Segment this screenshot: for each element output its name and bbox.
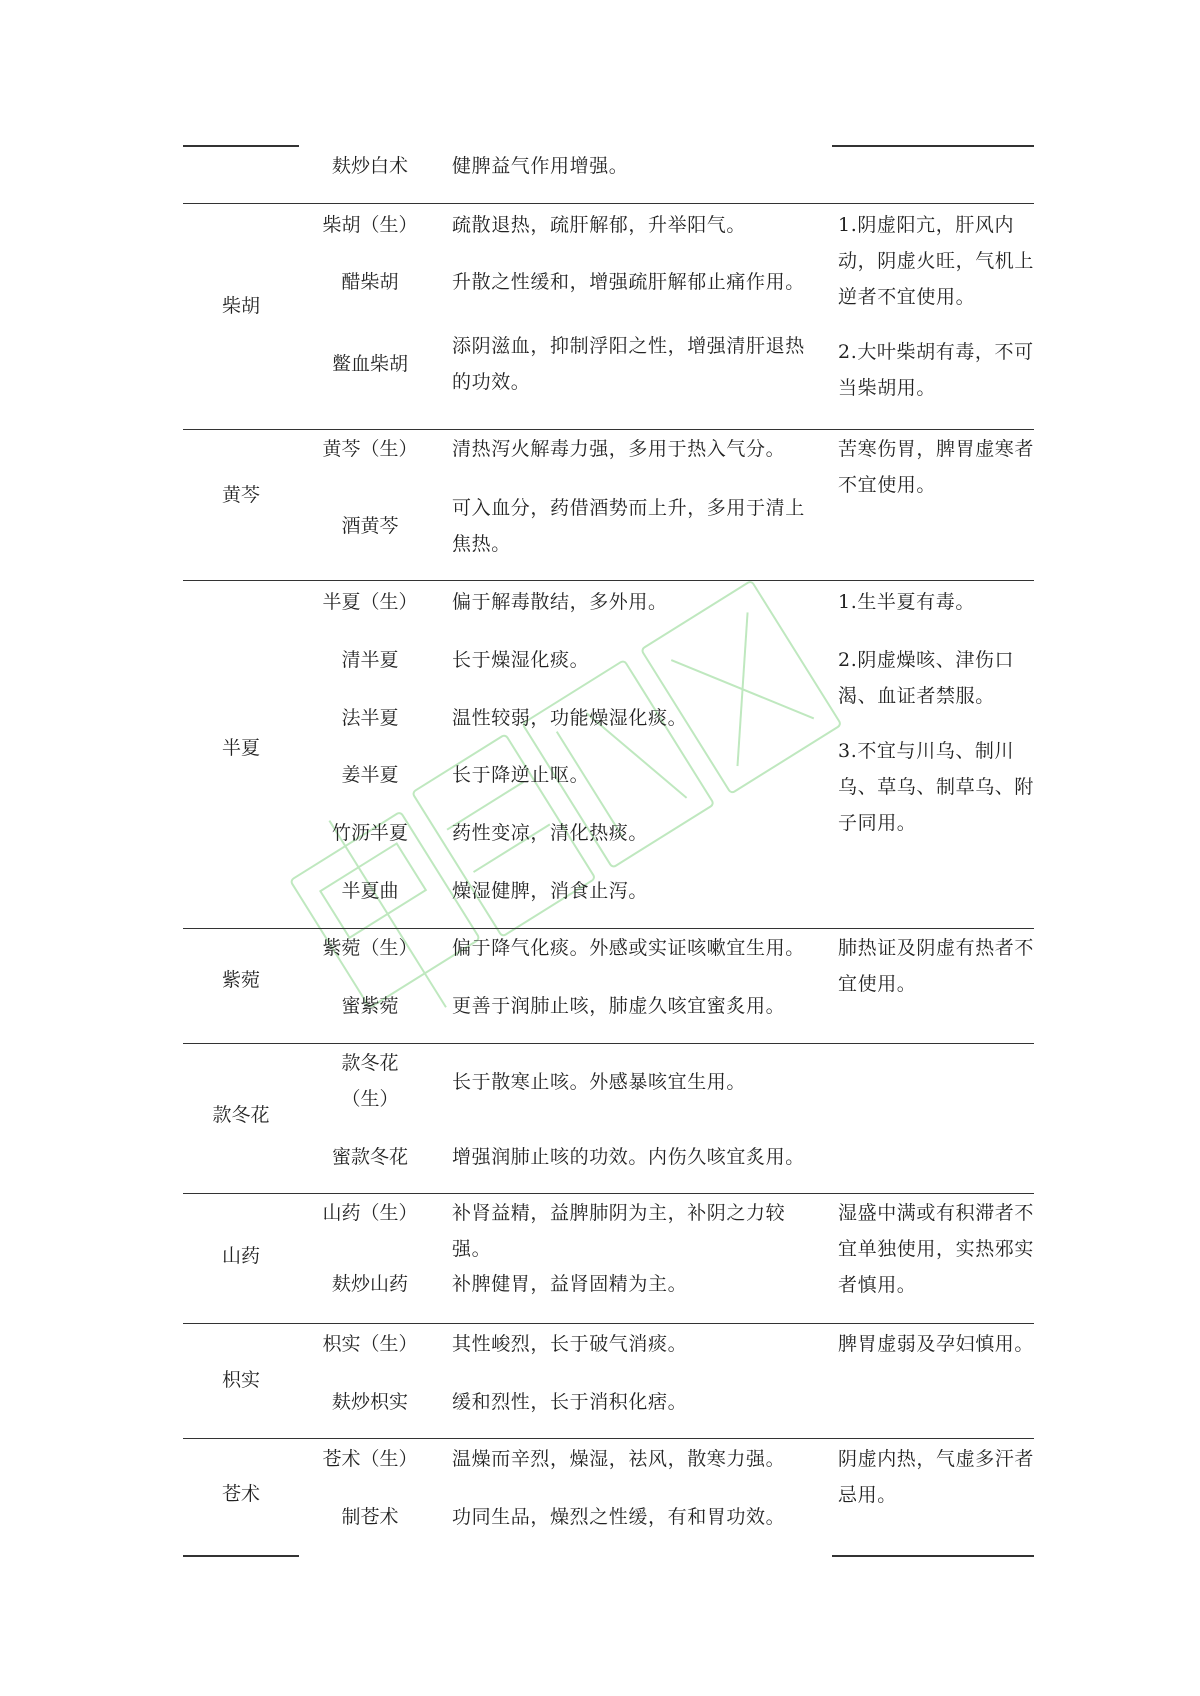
processed-form: 制苍术 xyxy=(341,1506,399,1528)
row-divider xyxy=(183,429,1034,430)
precaution-note: 2.阴虚燥咳、津伤口渴、血证者禁服。 xyxy=(838,649,1015,707)
processed-form: 醋柴胡 xyxy=(341,271,399,293)
precaution-note: 脾胃虚弱及孕妇慎用。 xyxy=(838,1333,1035,1355)
processed-form: 半夏曲 xyxy=(341,880,399,902)
processed-form: 苍术（生） xyxy=(322,1448,418,1470)
row-divider xyxy=(183,1438,1034,1439)
row-divider xyxy=(183,1323,1034,1324)
processing-effect: 温燥而辛烈，燥湿，祛风，散寒力强。 xyxy=(452,1448,786,1470)
processed-form: 竹沥半夏 xyxy=(331,822,408,844)
processing-effect: 清热泻火解毒力强，多用于热入气分。 xyxy=(452,438,786,460)
processed-form: 法半夏 xyxy=(341,707,399,729)
herb-name: 半夏 xyxy=(221,737,260,759)
processed-form: 麸炒枳实 xyxy=(331,1391,408,1413)
herb-name: 款冬花 xyxy=(212,1104,270,1126)
precaution-note: 阴虚内热，气虚多汗者忌用。 xyxy=(838,1448,1035,1506)
processed-form: 枳实（生） xyxy=(322,1333,418,1355)
processed-form: 酒黄芩 xyxy=(341,515,399,537)
precaution-note: 肺热证及阴虚有热者不宜使用。 xyxy=(838,937,1035,995)
bottom-rule-left xyxy=(183,1555,299,1557)
processing-effect: 燥湿健脾，消食止泻。 xyxy=(452,880,649,902)
processing-effect: 功同生品，燥烈之性缓，有和胃功效。 xyxy=(452,1506,786,1528)
processing-effect: 偏于解毒散结，多外用。 xyxy=(452,591,668,613)
processed-form: 鳖血柴胡 xyxy=(331,353,408,375)
processed-form: 麸炒山药 xyxy=(331,1273,408,1295)
processed-form: 麸炒白术 xyxy=(331,155,408,177)
processed-form: 清半夏 xyxy=(341,649,399,671)
herb-name: 山药 xyxy=(221,1245,260,1267)
row-divider xyxy=(183,580,1034,581)
herb-name: 紫菀 xyxy=(221,969,260,991)
herb-name: 苍术 xyxy=(221,1483,260,1505)
top-rule-left xyxy=(183,145,299,147)
processed-form: 姜半夏 xyxy=(341,764,399,786)
processed-form: 蜜款冬花 xyxy=(331,1146,408,1168)
row-divider xyxy=(183,1043,1034,1044)
processing-effect: 更善于润肺止咳，肺虚久咳宜蜜炙用。 xyxy=(452,995,786,1017)
processing-effect: 补肾益精，益脾肺阴为主，补阴之力较强。 xyxy=(452,1202,786,1260)
processed-form: 山药（生） xyxy=(322,1202,418,1224)
precaution-note: 3.不宜与川乌、制川乌、草乌、制草乌、附子同用。 xyxy=(838,740,1035,834)
row-divider xyxy=(183,1193,1034,1194)
herb-name: 枳实 xyxy=(221,1369,260,1391)
processing-effect: 健脾益气作用增强。 xyxy=(452,155,629,177)
processed-form: 款冬花（生） xyxy=(341,1052,399,1110)
processing-effect: 缓和烈性，长于消积化痞。 xyxy=(452,1391,688,1413)
processing-effect: 药性变凉，清化热痰。 xyxy=(452,822,649,844)
processed-form: 蜜紫菀 xyxy=(341,995,399,1017)
processed-form: 柴胡（生） xyxy=(322,214,418,236)
processing-effect: 升散之性缓和，增强疏肝解郁止痛作用。 xyxy=(452,271,805,293)
row-divider xyxy=(183,203,1034,204)
processing-effect: 补脾健胃，益肾固精为主。 xyxy=(452,1273,688,1295)
processing-effect: 长于降逆止呕。 xyxy=(452,764,590,786)
row-divider xyxy=(183,928,1034,929)
processing-effect: 长于燥湿化痰。 xyxy=(452,649,590,671)
precaution-note: 1.生半夏有毒。 xyxy=(838,591,975,613)
processing-effect: 增强润肺止咳的功效。内伤久咳宜炙用。 xyxy=(452,1146,805,1168)
precaution-note: 2.大叶柴胡有毒，不可当柴胡用。 xyxy=(838,341,1034,399)
precaution-note: 湿盛中满或有积滞者不宜单独使用，实热邪实者慎用。 xyxy=(838,1202,1035,1296)
processing-effect: 偏于降气化痰。外感或实证咳嗽宜生用。 xyxy=(452,937,805,959)
processed-form: 半夏（生） xyxy=(322,591,418,613)
herb-name: 柴胡 xyxy=(221,295,260,317)
processing-effect: 长于散寒止咳。外感暴咳宜生用。 xyxy=(452,1071,747,1093)
processing-effect: 添阴滋血，抑制浮阳之性，增强清肝退热的功效。 xyxy=(452,335,805,393)
processed-form: 紫菀（生） xyxy=(322,937,418,959)
bottom-rule-right xyxy=(832,1555,1034,1557)
herb-name: 黄芩 xyxy=(221,484,260,506)
processing-effect: 温性较弱，功能燥湿化痰。 xyxy=(452,707,688,729)
precaution-note: 1.阴虚阳亢，肝风内动，阴虚火旺，气机上逆者不宜使用。 xyxy=(838,214,1035,308)
processing-effect: 疏散退热，疏肝解郁，升举阳气。 xyxy=(452,214,747,236)
processing-effect: 可入血分，药借酒势而上升，多用于清上焦热。 xyxy=(452,497,805,555)
top-rule-right xyxy=(832,145,1034,147)
precaution-note: 苦寒伤胃，脾胃虚寒者不宜使用。 xyxy=(838,438,1035,496)
processed-form: 黄芩（生） xyxy=(322,438,418,460)
processing-effect: 其性峻烈，长于破气消痰。 xyxy=(452,1333,688,1355)
